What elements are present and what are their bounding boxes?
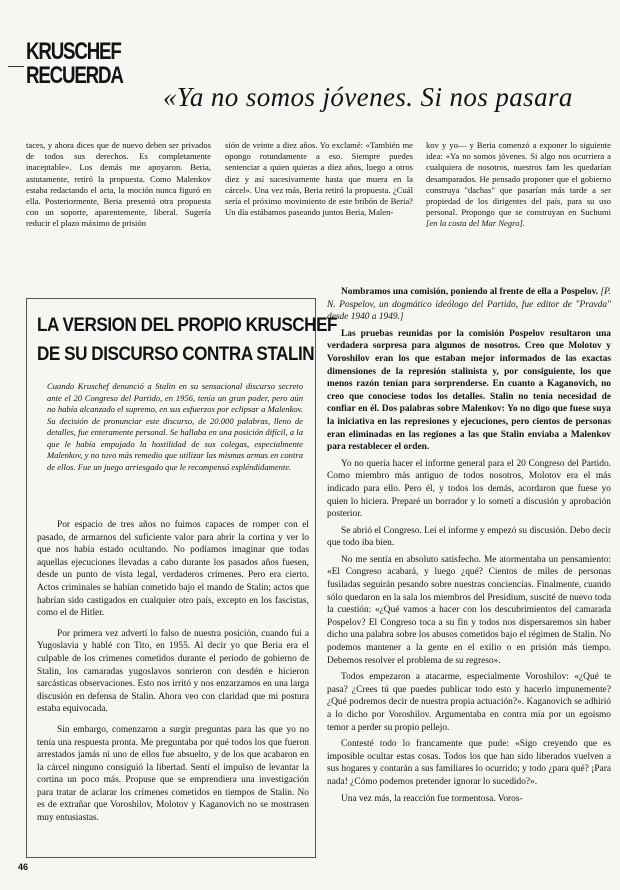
right-paragraph-2: Las pruebas reunidas por la comisión Pospelov resultaron una verdadera sorpresa para algunos de nosotros. Creo que Molotov y Voroshilov eran los que estaban mejor informados de las exactas dimensiones de la represión stalinista y, por consiguiente, los que menos razón tenían para sorprenderse. En cuanto a Kaganovich, no creo que conociese todos los detalles. Stalin no tenía necesidad de confiar en él. Dos palabras sobre Malenkov: Yo no digo que fuese suya la iniciativa en las represiones y ejecuciones, pero cientos de personas eran eliminadas en las regiones a las que Stalin enviaba a Malenkov para restablecer el orden. — [327, 328, 611, 453]
top-column-2 — [225, 140, 413, 218]
page-number: 46 — [18, 862, 29, 872]
right-paragraph-4: Se abrió el Congreso. Leí el informe y empezó su discusión. Debo decir que todo iba bien. — [327, 525, 611, 549]
top-column-3-main: kov y yo— y Beria comenzó a exponer lo siguiente idea: «Ya no somos jóvenes. Si algo nos ocurriera a cualquiera de nosotros, nuestros fam les quedarían desamparados. He pensado proponer que el gobierno construya "dachas" que pasarían más tarde a ser propiedad de los dirigentes del país, para su uso personal. Propongo que se construyan en Suchumi — [426, 140, 611, 218]
left-paragraph-2: Por primera vez advertí lo falso de nuestra posición, cuando fui a Yugoslavia y hablé con Tito, en 1955. Al decir yo que Beria era el culpable de los crímenes cometidos durante el período de gobierno de Stalin, los camaradas yugoslavos sonrieron con desdén e hicieron sarcásticas observaciones. Esto nos irritó y nos enzarzamos en una larga discusión en defensa de Stalin. Ahora veo con claridad que mi postura estaba equivocada. — [37, 628, 309, 715]
sidebar-box — [26, 298, 338, 858]
box-title-line-2: DE SU DISCURSO CONTRA STALIN — [37, 344, 315, 365]
left-paragraph-3: Sin embargo, comenzaron a surgir preguntas para las que yo no tenía una respuesta pronta. Me preguntaba por qué todos los que fueron arrestados jamás ni uno de ellos fue absuelto, y de los que acabaron en la cárcel ninguno consiguió la libertad. Sentí el impulso de levantar la cortina un poco más. Propuse que se emprendiera una investigación para tratar de aclarar los crímenes cometidos en tiempos de Stalin. No es de extrañar que Voroshilov, Molotov y Kaganovich no se mostrasen muy entusiastas. — [37, 724, 309, 824]
kicker-rule — [8, 66, 24, 67]
box-intro: Cuando Kruschef denunció a Stalin en su sensacional discurso secreto ante el 20 Congreso del Partido, en 1956, tenía un gran poder, pero aún no había alcanzado el supremo, en sus esfuerzos por eclipsar a Malenkov. Su decisión de pronunciar este discurso, de 20.000 palabras, lleno de detalles, fue enteramente personal. Se hallaba en una posición difícil, a la que le había empujado la hostilidad de sus colegas, especialmente Malenkov, y no tuvo más remedio que utilizar las mismas armas en contra de ellos. Fue un juego arriesgado que le recompensó espléndidamente. — [47, 381, 303, 472]
right-paragraph-8: Una vez más, la reacción fue tormentosa. Voros- — [341, 793, 523, 804]
top-column-3 — [426, 140, 611, 230]
left-paragraph-1: Por espacio de tres años no fuimos capaces de romper con el pasado, de armarnos del suficiente valor para abrir la cortina y ver lo que nos había estado ocultando. No podíamos imaginar que todas aquellas ejecuciones llevadas a cabo durante los pasados años fuesen, desde un punto de vista legal, verdaderos crímenes. Pero era cierto. Actos criminales se habían cometido bajo el mando de Stalin; actos que habrían sido castigados en cualquier otro país, excepto en los fascistas, como el de Hitler. — [37, 520, 309, 619]
right-editor-note: [P. N. Pospelov, un dogmático ideólogo del Partido, fue editor de "Pravda" desde 1940 a 1949.] — [327, 287, 611, 323]
right-paragraph-6: Todos empezaron a atacarme, especialmente Voroshilov: «¿Qué te pasa? ¿Crees tú que puedes publicar todo esto y hacerlo impunemente? ¿Qué podremos decir de nuestra propia actuación?». Kaganovich se adhirió a lo dicho por Voroshilov. Argumentaba en contra mía por un egoísmo temor a perder su propio pellejo. — [327, 672, 611, 733]
kicker-line-1: KRUSCHEF — [26, 38, 121, 65]
box-title-line-1: LA VERSION DEL PROPIO KRUSCHEF — [37, 315, 338, 336]
top-column-1-text: taces, y ahora dices que de nuevo deben ser privados de todos sus derechos. Es completamente inaceptable». Los demás me apoyaron. Beria, astutamente, retiró la propuesta. Como Malenkov estaba redactando el acta, la moción nunca figuró en ella. Posteriormente, Beria presentó otra propuesta con un soporte, aparentemente, liberal. Sugería reducir el plazo máximo de prisión — [26, 140, 211, 229]
right-paragraph-1-text: Nombramos una comisión, poniendo al frente de ella a Pospelov. — [341, 287, 599, 297]
kicker-line-2: RECUERDA — [26, 62, 123, 89]
right-paragraph-3: Yo no quería hacer el informe general para el 20 Congreso del Partido. Como miembro más antiguo de todos nosotros, Molotov era el más indicado para ello. Pero él, y todos los demás, acordaron que fuese yo quien lo hiciera. Preparé un borrador y lo sometí a discusión y aprobación posterior. — [327, 458, 611, 520]
headline: «Ya no somos jóvenes. Si nos pasara — [163, 82, 573, 112]
right-body — [327, 286, 611, 809]
top-column-2-text: sión de veinte a diez años. Yo exclamé: «También me opongo rotundamente a eso. Siempre puedes sentenciar a quien quieras a diez años, luego a otros diez y así sucesivamente hasta que muera en la cárcel». Una vez más, Beria retiró la propuesta. ¿Cuál sería el próximo movimiento de este bribón de Beria? Un día estábamos paseando juntos Beria, Malen- — [225, 140, 413, 218]
top-column-3-aside: [en la costa del Mar Negro]. — [426, 218, 525, 229]
right-paragraph-7: Contesté todo lo francamente que pude: «Sigo creyendo que es imposible ocultar estas cosas. Todos los que han sido liberados vuelven a sus hogares y contarán a sus familiares lo ocurrido; y todo ¿para qué? ¡Para nada! ¿Cómo podemos pretender ignorar lo sucedido?». — [327, 739, 611, 787]
right-paragraph-1 — [327, 286, 611, 324]
section-kicker — [26, 38, 123, 89]
right-paragraph-5: No me sentía en absoluto satisfecho. Me atormentaba un pensamiento: «El Congreso acabará, y luego ¿qué? Cientos de miles de personas fusiladas seguirán pesando sobre nuestras conciencias. Finalmente, cuando sólo quedaron en la sala los miembros del Presidium, suscité de nuevo toda la cuestión: «¿Qué vamos a hacer con los descubrimientos del camarada Pospelov? El Congreso toca a su fin y todos nos dispersaremos sin haber dicho una palabra sobre los abusos cometidos bajo el régimen de Stalin. No podemos mantener a la gente en el exilio o en prisión más tiempo. Debemos resolver el problema de su regreso». — [327, 554, 611, 666]
top-column-3-text — [426, 140, 611, 230]
box-title — [37, 311, 338, 369]
left-body — [37, 519, 309, 833]
top-column-1 — [26, 140, 211, 230]
